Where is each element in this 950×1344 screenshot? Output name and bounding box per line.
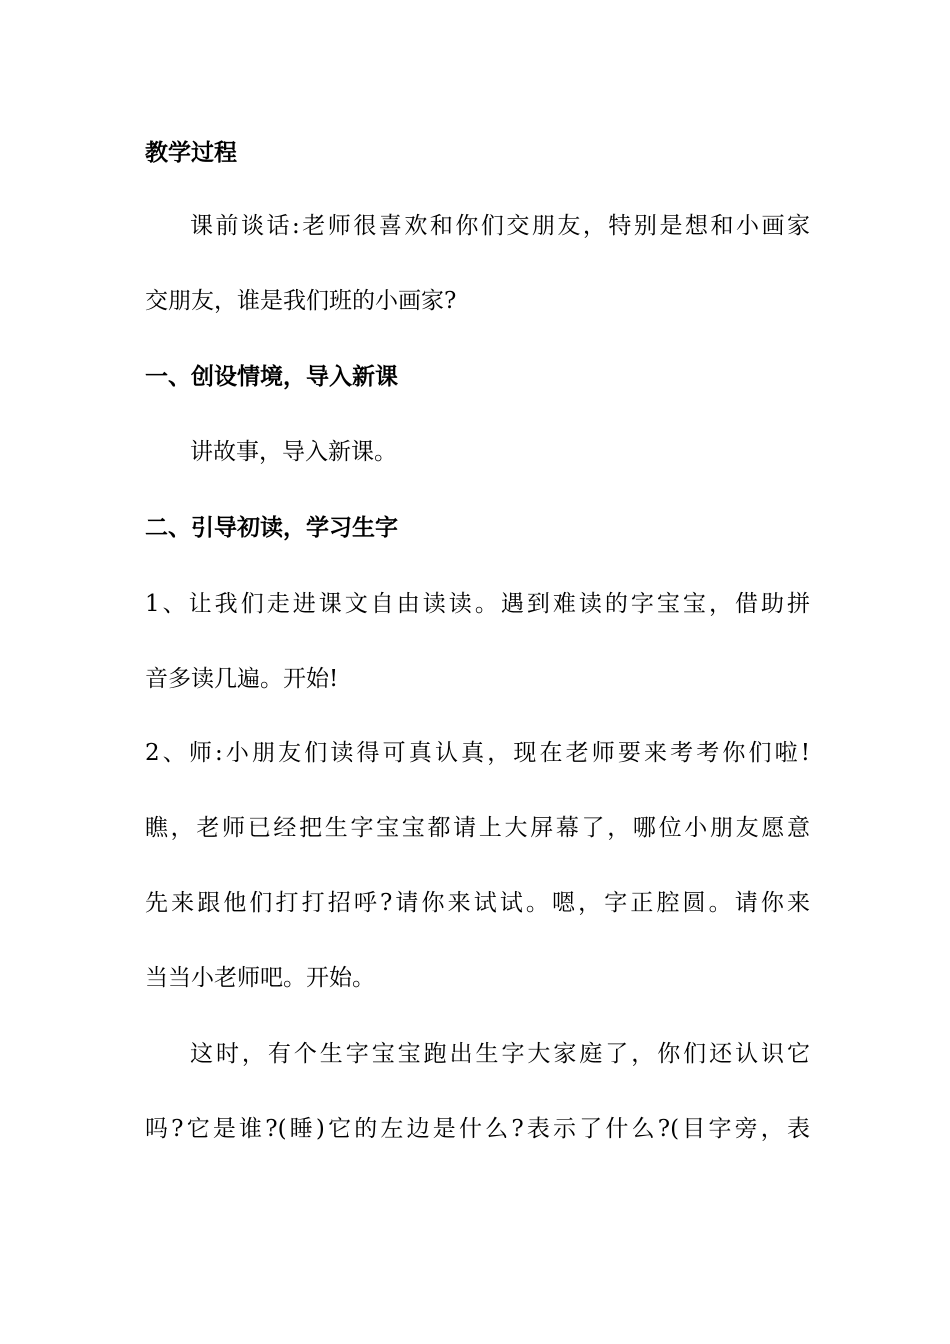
item-2-line-1: 2、师:小朋友们读得可真认真，现在老师要来考考你们啦! bbox=[145, 740, 810, 766]
item-2-line-2: 瞧，老师已经把生字宝宝都请上大屏幕了，哪位小朋友愿意 bbox=[145, 815, 810, 841]
paragraph-3-line-2: 吗?它是谁?(睡)它的左边是什么?表示了什么?(目字旁，表 bbox=[145, 1116, 810, 1142]
intro-line-2: 交朋友，谁是我们班的小画家? bbox=[145, 288, 457, 314]
section-1-heading: 一、创设情境，导入新课 bbox=[145, 363, 398, 390]
document-title: 教学过程 bbox=[145, 139, 237, 166]
section-2-heading: 二、引导初读，学习生字 bbox=[145, 514, 398, 541]
item-1-line-1: 1、让我们走进课文自由读读。遇到难读的字宝宝，借助拼 bbox=[145, 591, 810, 617]
intro-line-1: 课前谈话:老师很喜欢和你们交朋友，特别是想和小画家 bbox=[190, 213, 810, 239]
section-1-body: 讲故事，导入新课。 bbox=[190, 439, 397, 465]
paragraph-3-line-1: 这时，有个生字宝宝跑出生字大家庭了，你们还认识它 bbox=[190, 1041, 810, 1067]
item-2-line-3: 先来跟他们打打招呼?请你来试试。嗯，字正腔圆。请你来 bbox=[145, 890, 810, 916]
item-2-line-4: 当当小老师吧。开始。 bbox=[145, 965, 375, 991]
item-1-line-2: 音多读几遍。开始! bbox=[145, 666, 339, 692]
